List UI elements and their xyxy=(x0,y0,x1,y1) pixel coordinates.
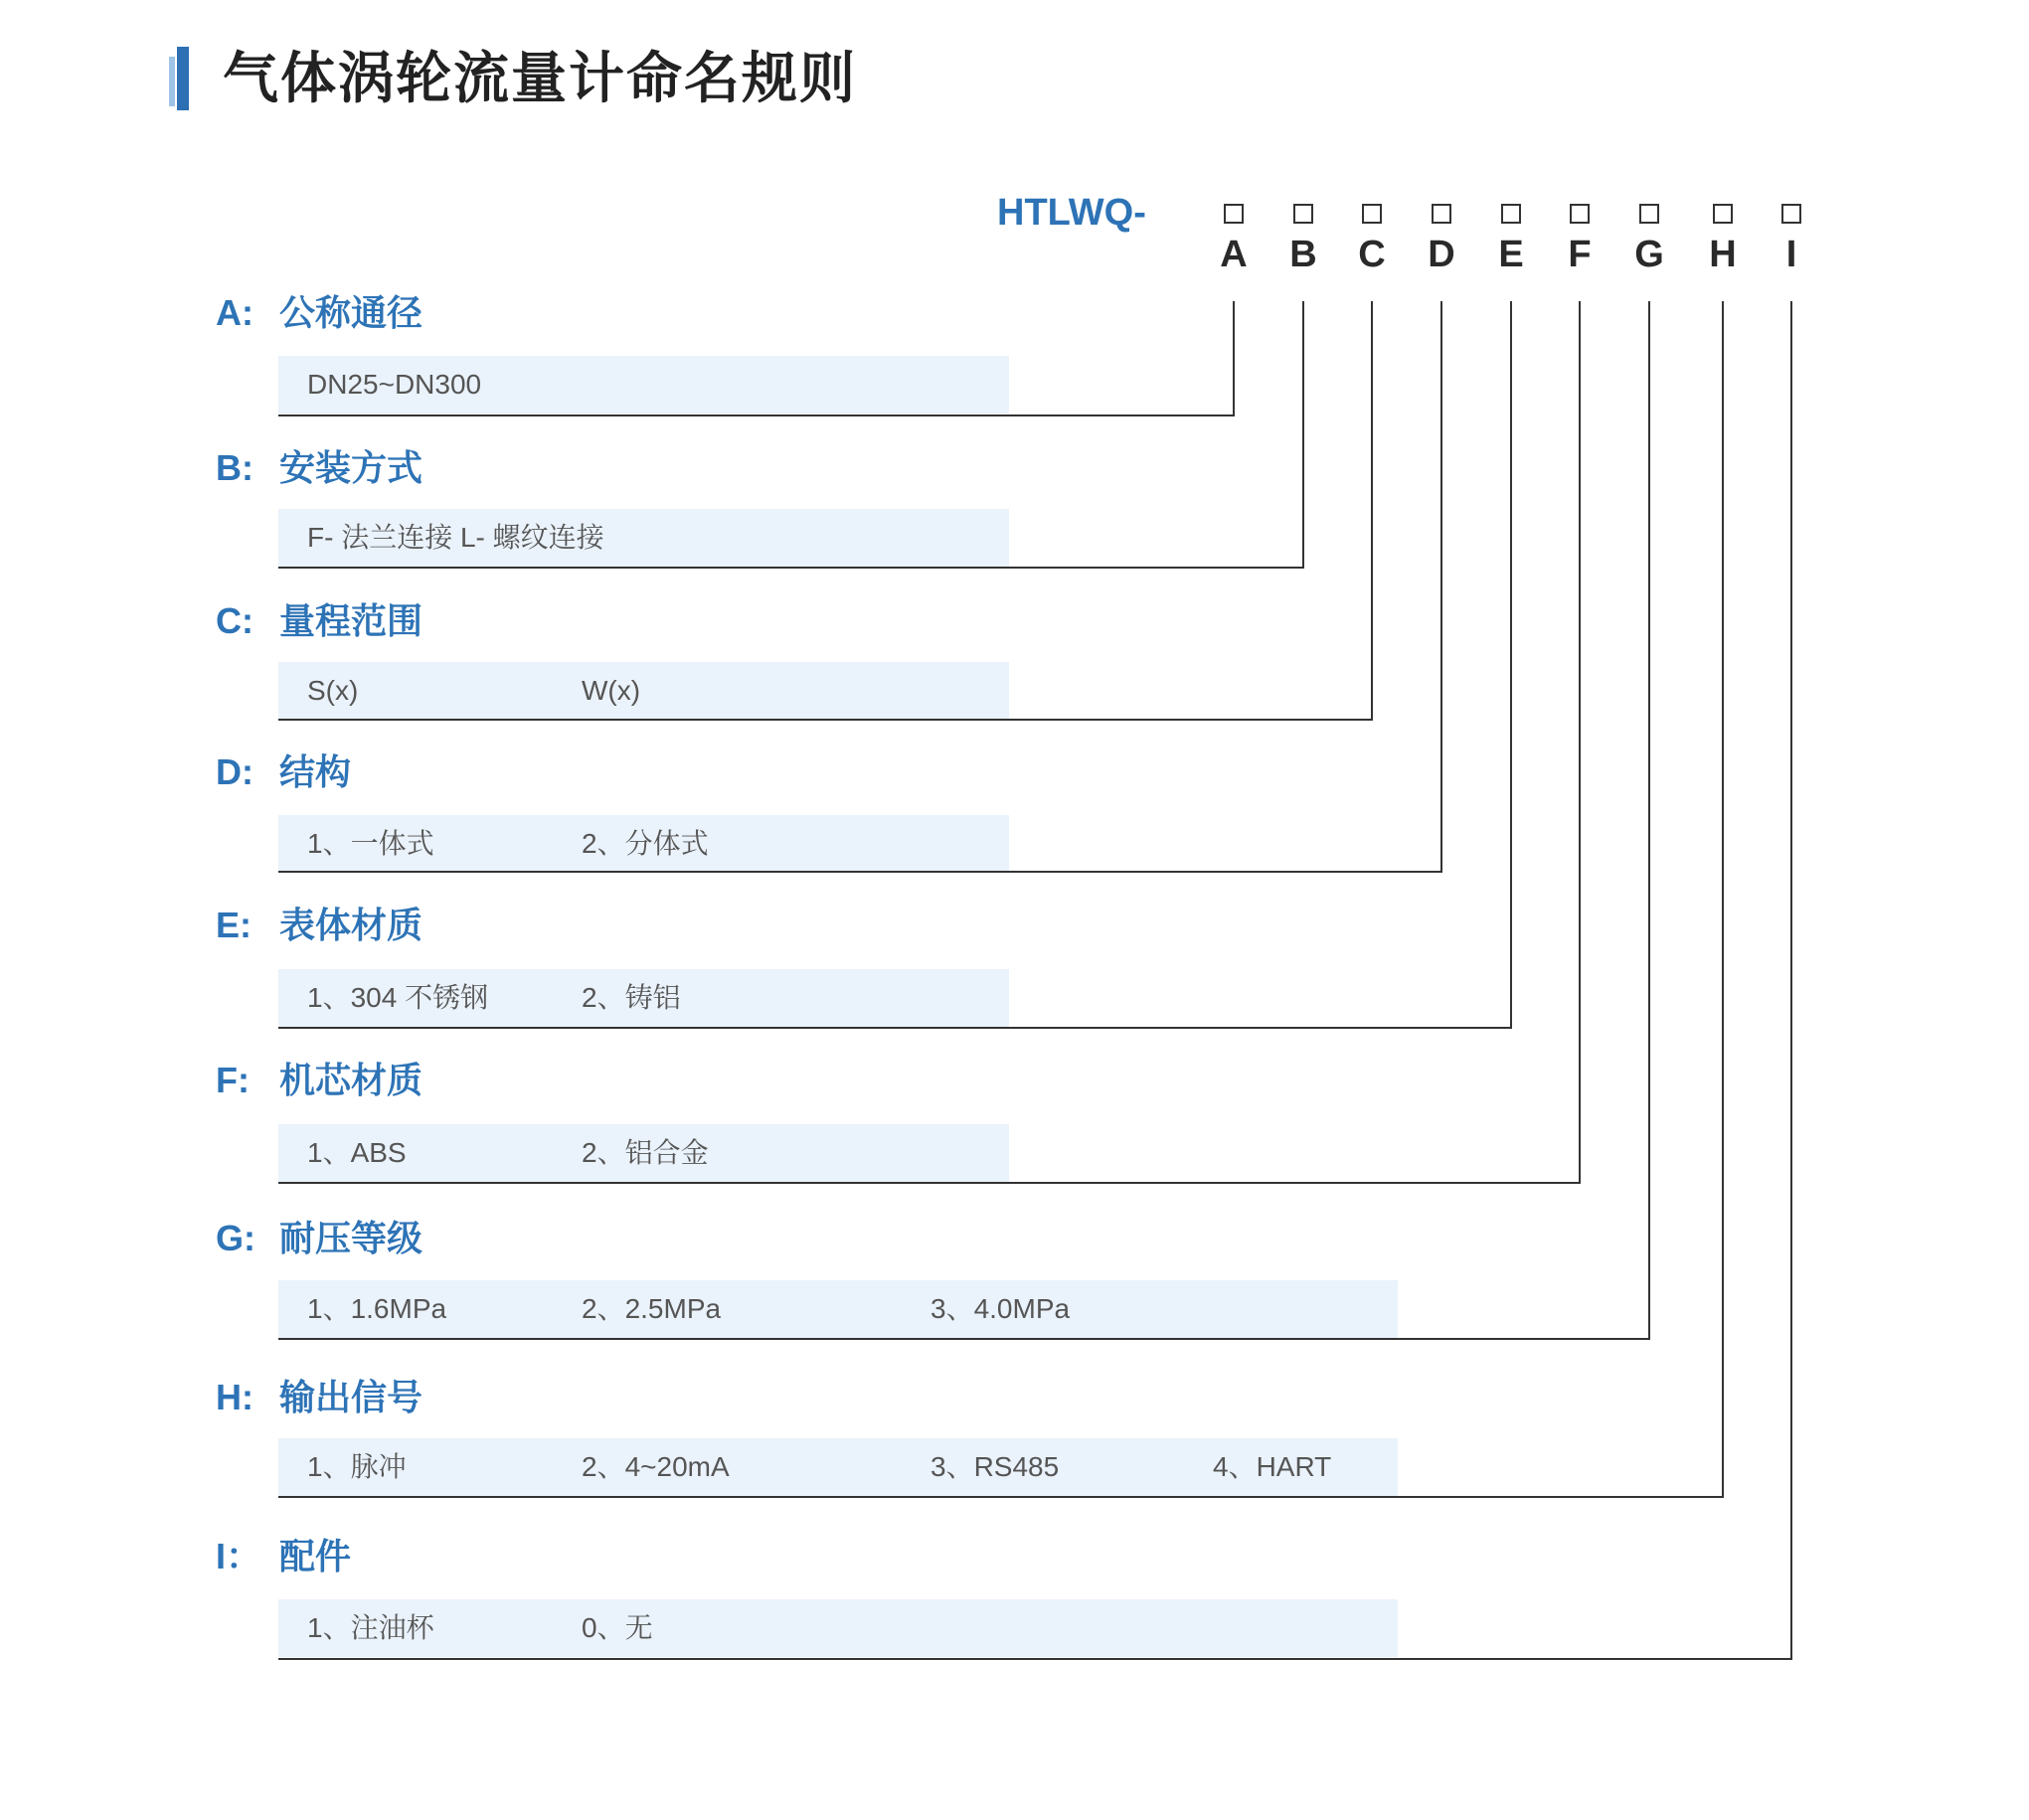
section-key: D: xyxy=(216,751,254,792)
section-name: 机芯材质 xyxy=(279,1061,423,1101)
section-key: G: xyxy=(216,1218,255,1258)
option-item: F- 法兰连接 L- 螺纹连接 xyxy=(307,522,604,553)
section-name: 公称通径 xyxy=(279,293,423,334)
section-key: F: xyxy=(216,1060,250,1100)
code-letter-g: G xyxy=(1634,234,1664,275)
code-letter-f: F xyxy=(1568,234,1592,275)
code-letter-i: I xyxy=(1785,234,1797,275)
section-key: I： xyxy=(216,1536,262,1576)
option-item: 4、HART xyxy=(1213,1451,1332,1482)
section-name: 安装方式 xyxy=(279,448,423,489)
section-name: 表体材质 xyxy=(279,906,423,946)
section-key: E: xyxy=(216,905,252,945)
section-name: 输出信号 xyxy=(279,1378,423,1418)
connector-line-a xyxy=(278,301,1234,415)
option-item: 2、分体式 xyxy=(582,828,709,859)
section-name: 结构 xyxy=(279,752,352,793)
connector-line-b xyxy=(278,301,1303,568)
section-key: A: xyxy=(216,292,254,333)
connector-line-e xyxy=(278,301,1511,1028)
code-letter-a: A xyxy=(1220,234,1248,275)
section-name: 耐压等级 xyxy=(279,1219,423,1259)
page-title: 气体涡轮流量计命名规则 xyxy=(223,47,857,111)
option-item: DN25~DN300 xyxy=(307,369,482,400)
option-item: 2、铸铝 xyxy=(582,982,681,1013)
option-item: 1、ABS xyxy=(307,1137,407,1168)
connector-line-f xyxy=(278,301,1580,1183)
option-item: 0、无 xyxy=(582,1612,653,1643)
option-item: 1、注油杯 xyxy=(307,1612,434,1643)
code-letter-b: B xyxy=(1289,234,1317,275)
connector-line-i xyxy=(278,301,1791,1659)
model-prefix: HTLWQ- xyxy=(997,192,1146,234)
option-item: 1、304 不锈钢 xyxy=(307,982,489,1013)
option-item: 1、1.6MPa xyxy=(307,1293,447,1324)
option-item: 3、4.0MPa xyxy=(930,1293,1071,1324)
connector-line-h xyxy=(278,301,1723,1497)
connector-line-d xyxy=(278,301,1441,872)
option-item: 1、一体式 xyxy=(307,828,434,859)
code-letter-e: E xyxy=(1498,234,1524,275)
section-name: 配件 xyxy=(279,1537,352,1577)
section-key: H: xyxy=(216,1377,254,1417)
section-key: C: xyxy=(216,600,254,641)
option-item: 2、铝合金 xyxy=(582,1137,709,1168)
option-item: 3、RS485 xyxy=(930,1451,1060,1482)
section-name: 量程范围 xyxy=(279,601,423,642)
option-item: 2、2.5MPa xyxy=(582,1293,722,1324)
code-letter-h: H xyxy=(1709,234,1737,275)
option-item: W(x) xyxy=(582,675,641,706)
option-item: 1、脉冲 xyxy=(307,1451,407,1482)
code-letter-c: C xyxy=(1358,234,1386,275)
code-letter-d: D xyxy=(1428,234,1455,275)
connector-line-c xyxy=(278,301,1372,720)
option-item: S(x) xyxy=(307,675,359,706)
section-key: B: xyxy=(216,447,254,488)
option-item: 2、4~20mA xyxy=(582,1451,730,1482)
